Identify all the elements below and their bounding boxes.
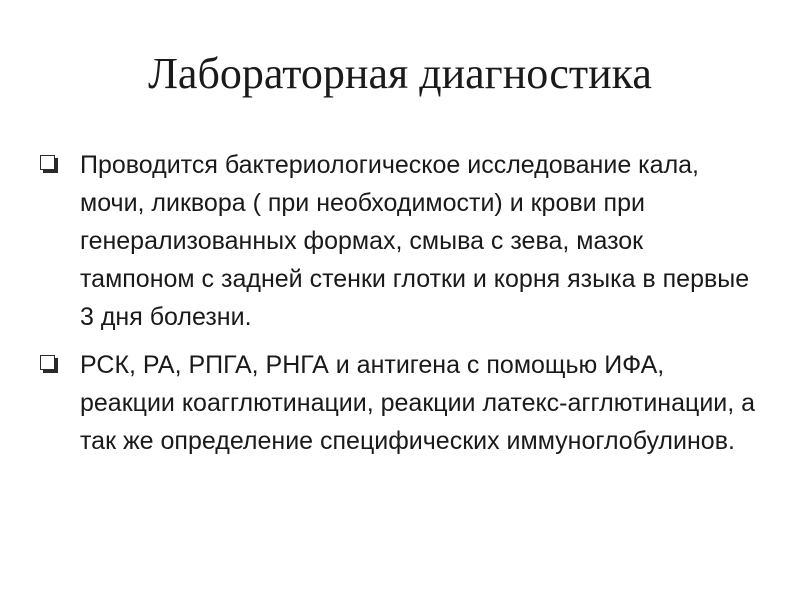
bullet-text: Проводится бактериологическое исследование кала, мочи, ликвора ( при необходимости) и крови при генерализованных формах, смыва с зева, мазок тампоном с задней стенки глотки и корня языка в первые 3 дня болезни.: [80, 151, 750, 331]
bullet-list: [40, 146, 760, 470]
checkbox-square-icon: [40, 355, 55, 370]
slide-title: Лабораторная диагностика: [148, 49, 652, 98]
checkbox-square-icon: [40, 155, 55, 170]
bullet-item: [40, 346, 760, 460]
bullet-item: [40, 146, 760, 336]
bullet-text: РСК, РА, РПГА, РНГА и антигена с помощью ИФА, реакции коагглютинации, реакции латекс-агглютинации, а так же определение специфических иммуноглобулинов.: [80, 351, 756, 455]
